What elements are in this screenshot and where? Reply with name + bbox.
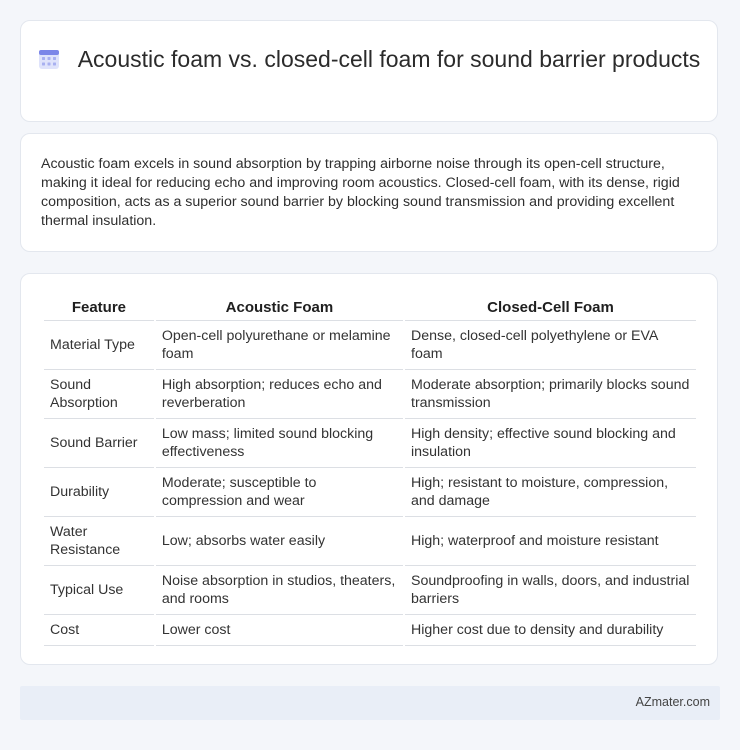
table-row: [44, 517, 696, 566]
header-feature: Feature: [44, 296, 154, 321]
footer-source: AZmater.com: [635, 695, 710, 709]
row-closed-cell-value: Higher cost due to density and durability: [405, 615, 696, 646]
table-row: [44, 370, 696, 419]
row-acoustic-value: Low mass; limited sound blocking effectiveness: [156, 419, 403, 468]
calendar-icon: [38, 48, 60, 70]
header-acoustic-foam: Acoustic Foam: [156, 296, 403, 321]
row-closed-cell-value: High; waterproof and moisture resistant: [405, 517, 696, 566]
row-feature: Cost: [44, 615, 154, 646]
table-row: [44, 615, 696, 646]
row-feature: Water Resistance: [44, 517, 154, 566]
row-closed-cell-value: Dense, closed-cell polyethylene or EVA foam: [405, 321, 696, 370]
row-closed-cell-value: High; resistant to moisture, compression, and damage: [405, 468, 696, 517]
row-closed-cell-value: Soundproofing in walls, doors, and industrial barriers: [405, 566, 696, 615]
row-closed-cell-value: Moderate absorption; primarily blocks sound transmission: [405, 370, 696, 419]
comparison-table-card: [20, 273, 718, 665]
comparison-table: [42, 296, 698, 646]
intro-paragraph: Acoustic foam excels in sound absorption by trapping airborne noise through its open-cell structure, making it ideal for reducing echo and improving room acoustics. Closed-cell foam, with its dense, rigid composition, acts as a superior sound barrier by blocking sound transmission and providing excellent thermal insulation.: [41, 156, 680, 229]
row-acoustic-value: Lower cost: [156, 615, 403, 646]
row-feature: Sound Barrier: [44, 419, 154, 468]
row-acoustic-value: Open-cell polyurethane or melamine foam: [156, 321, 403, 370]
page-title: [21, 45, 717, 74]
page-title-text: Acoustic foam vs. closed-cell foam for sound barrier products: [77, 46, 701, 72]
table-header-row: [44, 296, 696, 321]
intro-card: [20, 133, 718, 252]
title-card: [20, 20, 718, 122]
header-closed-cell-foam: Closed-Cell Foam: [405, 296, 696, 321]
table-row: [44, 321, 696, 370]
table-row: [44, 566, 696, 615]
row-closed-cell-value: High density; effective sound blocking and insulation: [405, 419, 696, 468]
table-row: [44, 419, 696, 468]
row-acoustic-value: Moderate; susceptible to compression and wear: [156, 468, 403, 517]
table-row: [44, 468, 696, 517]
row-feature: Durability: [44, 468, 154, 517]
row-feature: Material Type: [44, 321, 154, 370]
row-feature: Sound Absorption: [44, 370, 154, 419]
row-acoustic-value: Noise absorption in studios, theaters, and rooms: [156, 566, 403, 615]
row-acoustic-value: Low; absorbs water easily: [156, 517, 403, 566]
row-feature: Typical Use: [44, 566, 154, 615]
row-acoustic-value: High absorption; reduces echo and reverberation: [156, 370, 403, 419]
footer-bar: [20, 686, 720, 720]
